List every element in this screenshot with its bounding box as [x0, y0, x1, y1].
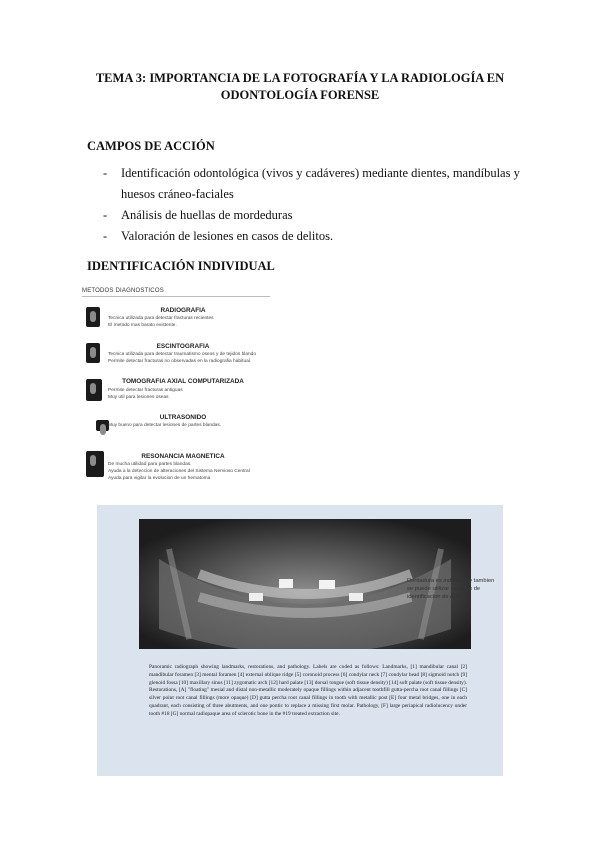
list-item [103, 226, 523, 247]
radiograph-caption: Panoramic radiograph showing landmarks, restorations, and pathology. Labels are coded as follows: Landmarks, [1] mandibular canal [2] mandibular foramen [3] mental foramen [4] external oblique ridge [5] coronoid process [6] condylar neck [7] condylar head [8] sigmoid notch [9] glenoid fossa [10] maxillary sinus [11] zygomatic arch [12] hard palate [13] dorsal tongue (soft tissue density) [14] soft palate (soft tissue density). Restorations, [A] "floating" mesial and distal non-metallic moderately opaque fillings within adjacent toothfill gutta-percha root canal fillings [C] silver point root canal fillings (more opaque) [D] gutta percha root canal fillings in tooth with metallic post [E] four metal bridges, one in each quadrant, each consisting of three abutments, and one pontic to replace a missing first molar. Pathology, [F] large periapical radiolucency under tooth #18 [G] normal radiopaque area of sclerotic bone in the #19 treated extraction site. [149, 664, 467, 717]
method-description: Muy bueno para detectar lesiones de partes blandas. [108, 423, 222, 428]
method-name: RESONANCIA MAGNETICA [141, 453, 225, 460]
method-name: RADIOGRAFIA [160, 307, 206, 314]
divider [82, 296, 270, 297]
method-description: El metodo mas barato existente. [108, 323, 177, 328]
method-name: ESCINTOGRAFIA [156, 343, 210, 350]
side-note: Dentadura es individual y tambien se puede utilizar tecnicas de identificacion de ADN [407, 578, 495, 600]
mri-scan-icon [86, 451, 104, 477]
method-description: De mucha utilidad para partes blandas. [108, 462, 192, 467]
method-description: Tecnica utilizada para detectar traumatismo oseos y de tejidos blando [108, 352, 256, 357]
bullet-dash: - [103, 229, 108, 243]
ct-scan-icon [86, 379, 102, 401]
radiograph-panel [97, 505, 503, 776]
xray-image-icon [86, 307, 100, 327]
figure-header: METODOS DIAGNOSTICOS [82, 288, 164, 294]
method-name: TOMOGRAFIA AXIAL COMPUTARIZADA [122, 378, 244, 385]
method-name: ULTRASONIDO [159, 414, 207, 421]
method-description: Permite detectar fracturas antiguas [108, 388, 183, 393]
list-item [103, 205, 523, 226]
campos-list [103, 163, 523, 247]
method-description: Permite detectar fracturas no observadas en la radiografia habitual. [108, 359, 252, 364]
method-description: Ayuda para vigilar la evolucion de un hematoma [108, 476, 211, 481]
list-item-text: Identificación odontológica (vivos y cadáveres) mediante dientes, mandíbulas y huesos cráneo-faciales [121, 166, 520, 201]
bullet-dash: - [103, 166, 108, 180]
method-description: Ayuda a la deteccion de alteraciones del Sistema Nervioso Central [108, 469, 250, 474]
list-item [103, 163, 523, 205]
method-description: Tecnica utilizada para detectar fracturas recientes [108, 316, 214, 321]
identificacion-heading: IDENTIFICACIÓN INDIVIDUAL [87, 259, 275, 273]
bone-scan-icon [86, 343, 100, 363]
bullet-dash: - [103, 208, 108, 222]
method-description: Muy util para lesiones oseas [108, 395, 169, 400]
list-item-text: Valoración de lesiones en casos de delitos. [121, 229, 334, 243]
campos-heading: CAMPOS DE ACCIÓN [87, 139, 215, 153]
page-title: TEMA 3: IMPORTANCIA DE LA FOTOGRAFÍA Y LA RADIOLOGÍA EN ODONTOLOGÍA FORENSE [95, 71, 505, 102]
list-item-text: Análisis de huellas de mordeduras [121, 208, 293, 222]
diagnostic-methods-figure [82, 285, 270, 490]
